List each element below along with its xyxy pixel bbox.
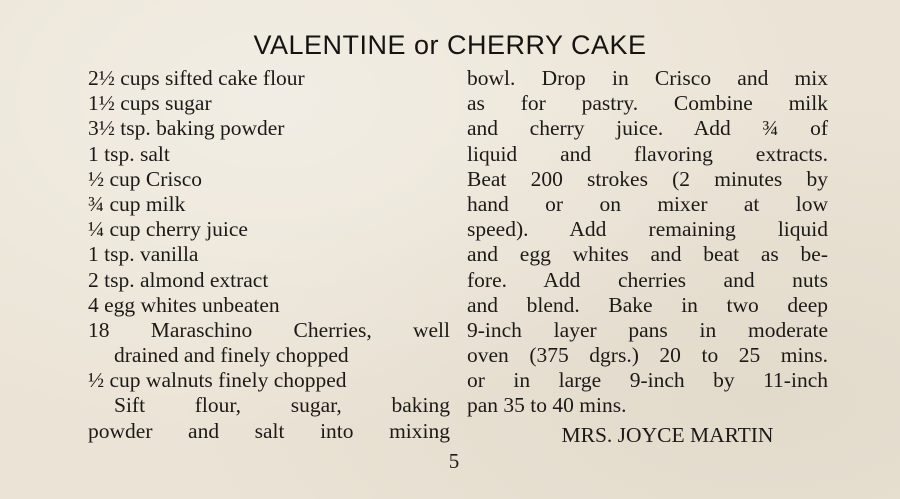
direction-line: oven (375 dgrs.) 20 to 25 mins. [467,343,828,368]
ingredient-line: 4 egg whites unbeaten [88,292,280,317]
ingredient-line-continued: drained and finely chopped [114,343,349,368]
direction-line: and egg whites and beat as be- [467,242,828,267]
direction-line: and blend. Bake in two deep [467,292,828,317]
ingredient-line: 18 Maraschino Cherries, well [88,317,450,342]
direction-line: Beat 200 strokes (2 minutes by [467,166,828,191]
ingredient-line: ½ cup Crisco [88,166,203,191]
ingredient-line: 1 tsp. vanilla [88,242,199,267]
recipe-title: VALENTINE or CHERRY CAKE [253,30,647,60]
right-column [467,66,828,448]
direction-line: pan 35 to 40 mins. [467,393,627,418]
direction-line: and cherry juice. Add ¾ of [467,116,828,141]
page-number: 5 [448,449,460,473]
direction-line: liquid and flavoring extracts. [467,141,828,166]
direction-line: powder and salt into mixing [88,418,450,443]
ingredient-line: 1½ cups sugar [88,91,212,116]
ingredient-line: ¼ cup cherry juice [88,217,248,242]
direction-line: hand or on mixer at low [467,191,828,216]
direction-line: bowl. Drop in Crisco and mix [467,66,828,90]
direction-line: Sift flour, sugar, baking [114,393,450,418]
ingredient-line: 1 tsp. salt [88,141,170,166]
direction-line: speed). Add remaining liquid [467,217,828,242]
ingredient-line: 3½ tsp. baking powder [88,116,285,141]
ingredient-line: ¾ cup milk [88,191,186,216]
ingredient-line: 2½ cups sifted cake flour [88,66,305,90]
direction-line: as for pastry. Combine milk [467,91,828,116]
direction-line: 9-inch layer pans in moderate [467,317,828,342]
left-column [88,66,450,444]
direction-line: fore. Add cherries and nuts [467,267,828,292]
author-signature: MRS. JOYCE MARTIN [561,422,774,447]
ingredient-line: ½ cup walnuts finely chopped [88,368,347,393]
ingredient-line: 2 tsp. almond extract [88,267,269,292]
direction-line: or in large 9-inch by 11-inch [467,368,828,393]
